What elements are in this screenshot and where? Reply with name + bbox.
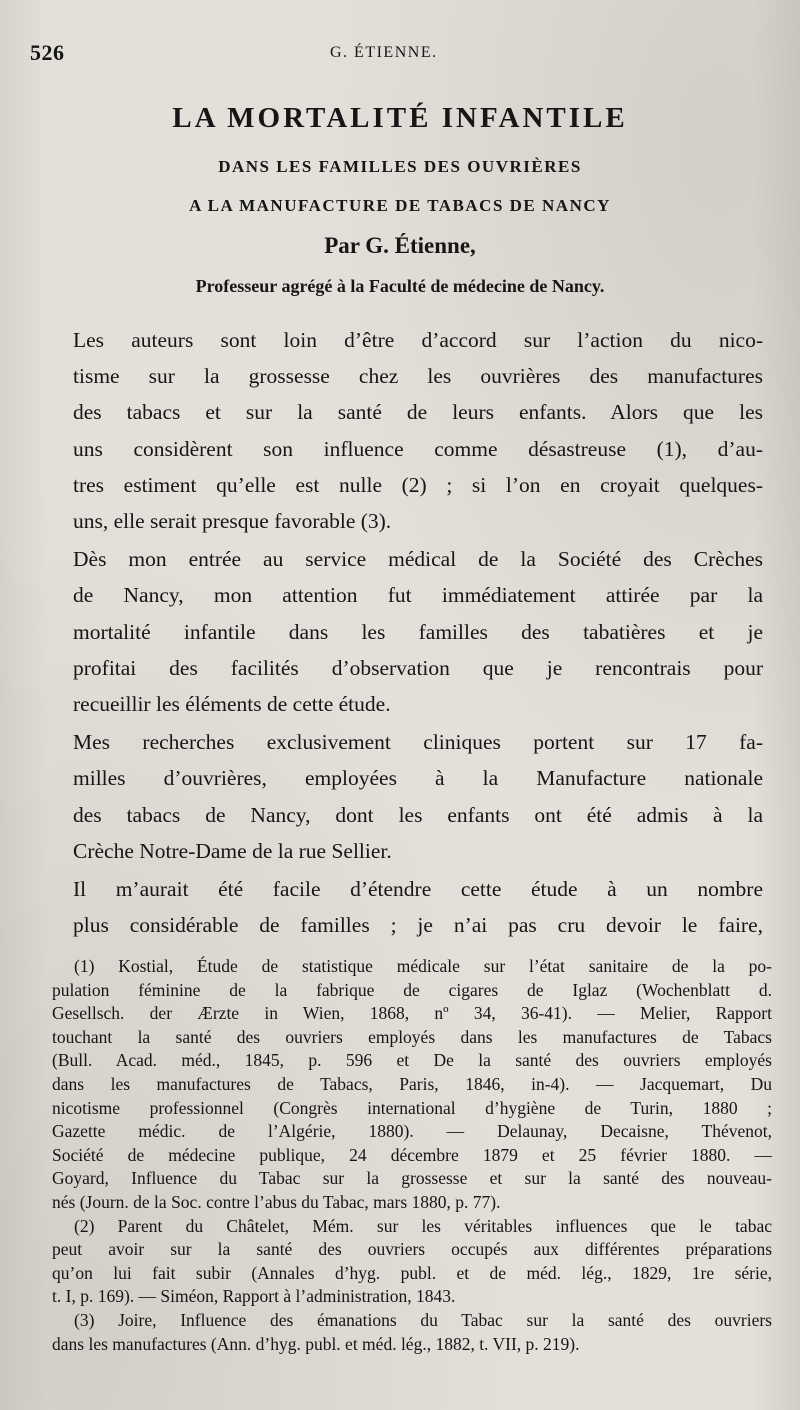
- footnote-2: [52, 1215, 772, 1309]
- article-title: LA MORTALITÉ INFANTILE: [172, 102, 628, 134]
- body-line: mortalité infantile dans les familles des tabatières et je: [73, 619, 763, 644]
- body-line: tres estiment qu’elle est nulle (2) ; si l’on en croyait quelques-: [73, 472, 763, 497]
- body-line: de Nancy, mon attention fut immédiatement attirée par la: [73, 583, 763, 608]
- footnote-line: nés (Journ. de la Soc. contre l’abus du Tabac, mars 1880, p. 77).: [52, 1191, 501, 1212]
- footnotes: [52, 955, 772, 1356]
- article-subtitle-line2: A LA MANUFACTURE DE TABACS DE NANCY: [189, 196, 611, 215]
- paragraph-3: [45, 724, 763, 869]
- body-line: des tabacs de Nancy, dont les enfants ont été admis à la: [73, 802, 763, 827]
- body-line: Il m’aurait été facile d’étendre cette étude à un nombre: [73, 877, 763, 902]
- footnote-line: Société de médecine publique, 24 décembre 1879 et 25 février 1880. —: [52, 1144, 772, 1165]
- body-line: Crèche Notre-Dame de la rue Sellier.: [73, 838, 392, 863]
- page-header: [30, 40, 770, 70]
- footnote-line: (2) Parent du Châtelet, Mém. sur les véritables influences que le tabac: [74, 1215, 772, 1236]
- article-subtitle-line1: DANS LES FAMILLES DES OUVRIÈRES: [218, 157, 582, 176]
- body-line: uns, elle serait presque favorable (3).: [73, 509, 392, 534]
- footnote-line: Gazette médic. de l’Algérie, 1880). — Delaunay, Decaisne, Thévenot,: [52, 1121, 772, 1142]
- footnote-line: (Bull. Acad. méd., 1845, p. 596 et De la santé des ouvriers employés: [52, 1050, 772, 1071]
- author-affiliation: Professeur agrégé à la Faculté de médecine de Nancy.: [195, 276, 605, 296]
- footnote-line: Goyard, Influence du Tabac sur la grossesse et sur la santé des nouveau-: [52, 1168, 772, 1189]
- footnote-line: (3) Joire, Influence des émanations du Tabac sur la santé des ouvriers: [74, 1309, 772, 1330]
- footnote-line: pulation féminine de la fabrique de cigares de Iglaz (Wochenblatt d.: [52, 979, 772, 1000]
- footnote-line: qu’on lui fait subir (Annales d’hyg. publ. et de méd. lég., 1829, 1re série,: [52, 1262, 772, 1283]
- body-line: profitai des facilités d’observation que je rencontrais pour: [73, 655, 763, 680]
- body-line: uns considèrent son influence comme désastreuse (1), d’au-: [73, 436, 763, 461]
- body-line: tisme sur la grossesse chez les ouvrières des manufactures: [73, 364, 763, 389]
- footnote-line: nicotisme professionnel (Congrès international d’hygiène de Turin, 1880 ;: [52, 1097, 772, 1118]
- footnote-line: dans les manufactures (Ann. d’hyg. publ. et méd. lég., 1882, t. VII, p. 219).: [52, 1333, 580, 1354]
- body-line: recueillir les éléments de cette étude.: [73, 692, 391, 717]
- footnote-line: touchant la santé des ouvriers employés dans les manufactures de Tabacs: [52, 1026, 772, 1047]
- running-head: G. ÉTIENNE.: [330, 44, 438, 61]
- body-line: plus considérable de familles ; je n’ai pas cru devoir le faire,: [73, 913, 763, 938]
- body-line: Les auteurs sont loin d’être d’accord sur l’action du nico-: [73, 328, 763, 352]
- footnote-3: [52, 1309, 772, 1356]
- footnote-1: [52, 955, 772, 1215]
- article-body: [45, 322, 763, 945]
- page-number: 526: [30, 40, 65, 65]
- body-line: des tabacs et sur la santé de leurs enfants. Alors que les: [73, 400, 763, 425]
- footnote-line: t. I, p. 169). — Siméon, Rapport à l’administration, 1843.: [52, 1286, 456, 1307]
- paragraph-2: [45, 541, 763, 722]
- footnote-line: (1) Kostial, Étude de statistique médicale sur l’état sanitaire de la po-: [74, 956, 772, 976]
- article-author: Par G. Étienne,: [324, 233, 476, 258]
- footnote-line: Gesellsch. der Ærzte in Wien, 1868, nº 34, 36-41). — Melier, Rapport: [52, 1003, 772, 1024]
- footnote-line: dans les manufactures de Tabacs, Paris, 1846, in-4). — Jacquemart, Du: [52, 1073, 772, 1094]
- paragraph-4: [45, 871, 763, 943]
- body-line: Dès mon entrée au service médical de la Société des Crèches: [73, 547, 763, 572]
- paragraph-1: [45, 322, 763, 539]
- footnote-line: peut avoir sur la santé des ouvriers occupés aux différentes préparations: [52, 1239, 772, 1260]
- body-line: Mes recherches exclusivement cliniques portent sur 17 fa-: [73, 730, 763, 755]
- body-line: milles d’ouvrières, employées à la Manufacture nationale: [73, 766, 763, 791]
